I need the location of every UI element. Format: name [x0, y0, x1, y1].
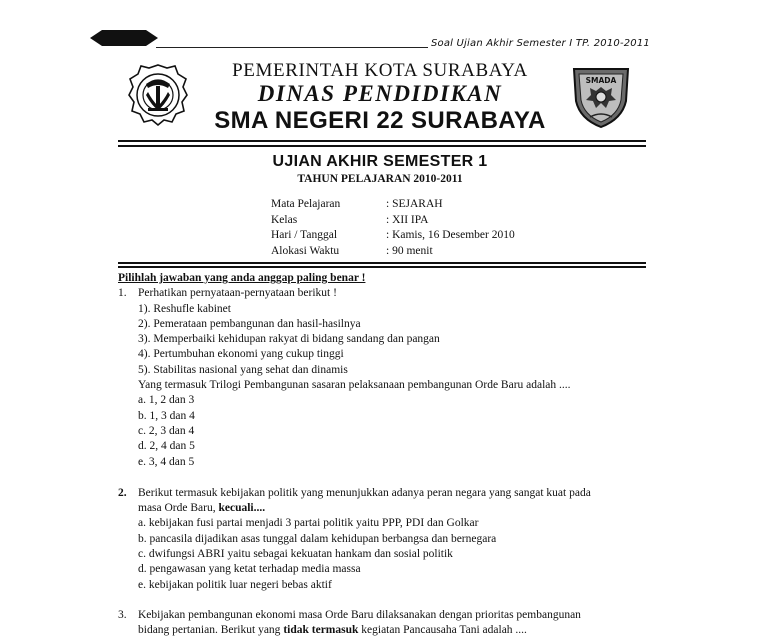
meta-value: : XII IPA	[386, 213, 429, 226]
meta-key: Alokasi Waktu	[271, 244, 340, 257]
question-emphasis: kecuali....	[218, 502, 266, 515]
question-emphasis: tidak termasuk	[283, 624, 359, 637]
exam-academic-year: TAHUN PELAJARAN 2010-2011	[297, 173, 463, 185]
statement-item: 3). Memperbaiki kehidupan rakyat di bidang sandang dan pangan	[138, 333, 440, 346]
running-header	[156, 36, 650, 50]
exam-meta-table	[271, 197, 515, 259]
crest-label: SMADA	[585, 76, 617, 85]
question-stem-continued	[138, 623, 650, 638]
letterhead-school: SMA NEGERI 22 SURABAYA	[214, 107, 546, 134]
question-2	[118, 486, 650, 593]
answer-option[interactable]: c. dwifungsi ABRI yaitu sebagai kekuatan hankam dan sosial politik	[138, 548, 453, 561]
question-stem: Perhatikan pernyataan-pernyataan berikut !	[138, 287, 337, 300]
answer-option[interactable]: d. pengawasan yang ketat terhadap media massa	[138, 563, 361, 576]
letterhead-divider-second	[118, 145, 646, 147]
question-3	[118, 608, 650, 639]
answer-option[interactable]: a. kebijakan fusi partai menjadi 3 partai politik yaitu PPP, PDI dan Golkar	[138, 517, 479, 530]
answer-option[interactable]: b. 1, 3 dan 4	[138, 409, 195, 422]
meta-value: : Kamis, 16 Desember 2010	[386, 229, 515, 241]
meta-row	[271, 244, 515, 260]
question-1	[118, 286, 650, 470]
question-stem-continued	[138, 501, 650, 516]
meta-divider-second	[118, 266, 646, 268]
question-number: 3.	[118, 608, 127, 621]
meta-key: Kelas	[271, 213, 298, 226]
meta-divider	[118, 262, 646, 264]
question-stem: Kebijakan pembangunan ekonomi masa Orde Baru dilaksanakan dengan prioritas pembangunan	[138, 608, 581, 621]
question-stem-text: kegiatan Pancausaha Tani adalah ....	[358, 624, 527, 637]
statement-item: 5). Stabilitas nasional yang sehat dan dinamis	[138, 363, 348, 376]
statement-item: 4). Pertumbuhan ekonomi yang cukup tinggi	[138, 348, 344, 361]
question-list	[118, 271, 650, 639]
answer-option[interactable]: b. pancasila dijadikan asas tunggal dalam kehidupan berbangsa dan bernegara	[138, 532, 497, 545]
letterhead-divider	[118, 140, 646, 142]
running-header-text: Soal Ujian Akhir Semester I TP. 2010-2011	[428, 38, 650, 49]
school-crest-icon	[568, 61, 634, 129]
meta-key: Mata Pelajaran	[271, 198, 341, 210]
spacer	[118, 470, 650, 486]
exam-title: UJIAN AKHIR SEMESTER 1	[272, 153, 488, 170]
page-corner-tab-icon	[90, 30, 158, 46]
question-stem-text: masa Orde Baru,	[138, 502, 219, 515]
meta-row	[271, 213, 515, 229]
meta-key: Hari / Tanggal	[271, 229, 338, 241]
meta-value: : 90 menit	[386, 244, 433, 257]
statement-item: 2). Pemerataan pembangunan dan hasil-hasilnya	[138, 317, 361, 330]
meta-row	[271, 197, 515, 213]
answer-option[interactable]: a. 1, 2 dan 3	[138, 394, 195, 407]
question-number: 2.	[118, 486, 127, 499]
answer-option[interactable]: c. 2, 3 dan 4	[138, 424, 195, 437]
question-stem-text: bidang pertanian. Berikut yang	[138, 624, 284, 637]
instruction-text: Pilihlah jawaban yang anda anggap paling benar !	[118, 272, 366, 284]
letterhead-government: PEMERINTAH KOTA SURABAYA	[232, 60, 528, 81]
answer-option[interactable]: d. 2, 4 dan 5	[138, 440, 195, 453]
meta-value: : SEJARAH	[386, 198, 443, 210]
spacer	[118, 593, 650, 608]
answer-option[interactable]: e. kebijakan politik luar negeri bebas aktif	[138, 578, 332, 591]
question-stem: Berikut termasuk kebijakan politik yang menunjukkan adanya peran negara yang sangat kuat pada	[138, 486, 591, 499]
answer-option[interactable]: e. 3, 4 dan 5	[138, 455, 195, 468]
tut-wuri-handayani-emblem-icon	[126, 62, 190, 128]
statement-item: 1). Reshufle kabinet	[138, 302, 231, 315]
question-prompt: Yang termasuk Trilogi Pembangunan sasaran pelaksanaan pembangunan Orde Baru adalah ....	[138, 379, 571, 392]
meta-row	[271, 228, 515, 244]
letterhead-department: DINAS PENDIDIKAN	[257, 81, 503, 106]
question-number: 1.	[118, 287, 127, 300]
